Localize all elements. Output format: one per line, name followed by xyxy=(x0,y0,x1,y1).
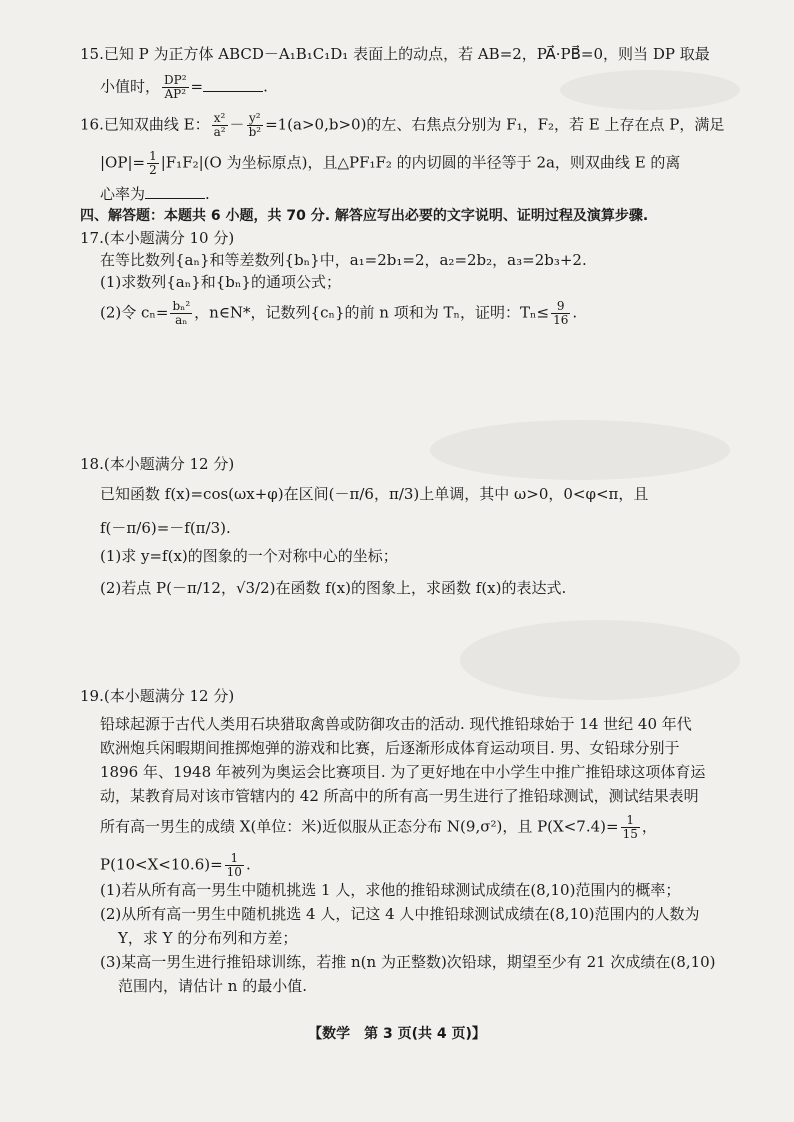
q16-fraction xyxy=(147,150,159,177)
frac-den: b² xyxy=(248,125,262,139)
answer-blank xyxy=(203,77,263,92)
q19-text: P(10<X<10.6)= xyxy=(100,855,223,874)
q15-text: 小值时， xyxy=(100,77,161,96)
q15-text: . xyxy=(263,77,268,96)
q15-fraction xyxy=(162,74,189,101)
q15-line1: 15.已知 P 为正方体 ABCD－A₁B₁C₁D₁ 表面上的动点，若 AB=2，PA⃗·PB⃗=0，则当 DP 取最 xyxy=(80,45,710,63)
q16-text: 心率为 xyxy=(100,185,146,203)
frac-den: 2 xyxy=(149,163,157,177)
q16-line2 xyxy=(100,150,680,177)
q15-text: = xyxy=(190,77,204,96)
q19-line2: 欧洲炮兵闲暇期间推掷炮弹的游戏和比赛，后逐渐形成体育运动项目. 男、女铅球分别于 xyxy=(100,739,680,757)
q15-line2 xyxy=(100,74,268,101)
q17-text: (2)令 cₙ= xyxy=(100,303,169,322)
q16-line3 xyxy=(100,184,210,204)
q19-item2b: Y，求 Y 的分布列和方差； xyxy=(118,929,298,947)
q16-text: － xyxy=(229,115,245,134)
q16-text: |OP|= xyxy=(100,153,146,172)
q19-text: 所有高一男生的成绩 X(单位：米)近似服从正态分布 N(9,σ²)，且 P(X<7.4)= xyxy=(100,817,619,836)
scan-smudge xyxy=(460,620,740,700)
frac-num: 1 xyxy=(149,149,157,163)
q19-title: 19.(本小题满分 12 分) xyxy=(80,687,235,705)
q16-text: |F₁F₂|(O 为坐标原点)，且△PF₁F₂ 的内切圆的半径等于 2a，则双曲线 E 的离 xyxy=(160,153,681,172)
q19-item3b: 范围内，请估计 n 的最小值. xyxy=(118,977,307,995)
q17-line3 xyxy=(100,300,577,327)
q16-text: =1(a>0,b>0)的左、右焦点分别为 F₁，F₂，若 E 上存在点 P，满足 xyxy=(265,115,725,134)
q18-line4: (2)若点 P(－π/12，√3/2)在函数 f(x)的图象上，求函数 f(x)的表达式. xyxy=(100,579,567,597)
scan-smudge xyxy=(430,420,730,480)
scan-smudge xyxy=(560,70,740,110)
frac-num: 9 xyxy=(551,300,570,314)
frac-num: y² xyxy=(247,112,264,126)
frac-den: a² xyxy=(213,125,226,139)
q19-line3: 1896 年、1948 年被列为奥运会比赛项目. 为了更好地在中小学生中推广推铅球这项体育运 xyxy=(100,763,706,781)
answer-blank xyxy=(145,184,205,199)
q19-fraction xyxy=(621,814,640,841)
q16-fraction xyxy=(212,112,228,139)
q16-line1 xyxy=(80,112,724,139)
frac-den: 15 xyxy=(622,827,638,841)
q19-item1: (1)若从所有高一男生中随机挑选 1 人，求他的推铅球测试成绩在(8,10)范围内的概率； xyxy=(100,881,681,899)
frac-den: 16 xyxy=(553,313,569,327)
q16-fraction xyxy=(247,112,264,139)
q17-line1: 在等比数列{aₙ}和等差数列{bₙ}中，a₁=2b₁=2，a₂=2b₂，a₃=2b₃+2. xyxy=(100,251,587,269)
frac-den: 10 xyxy=(226,865,242,879)
q17-title: 17.(本小题满分 10 分) xyxy=(80,229,235,247)
q17-text: . xyxy=(572,303,578,322)
frac-num: 1 xyxy=(621,814,640,828)
q19-text: ， xyxy=(641,817,657,836)
q16-text: . xyxy=(205,185,210,203)
q18-line2: f(－π/6)=－f(π/3). xyxy=(100,519,231,537)
q17-line2: (1)求数列{aₙ}和{bₙ}的通项公式； xyxy=(100,273,341,291)
q18-line1: 已知函数 f(x)=cos(ωx+φ)在区间(－π/6，π/3)上单调，其中 ω>0，0<φ<π，且 xyxy=(100,485,649,503)
q19-line4: 动，某教育局对该市管辖内的 42 所高中的所有高一男生进行了推铅球测试，测试结果表明 xyxy=(100,787,699,805)
frac-den: aₙ xyxy=(175,313,188,327)
q19-item3a: (3)某高一男生进行推铅球训练，若推 n(n 为正整数)次铅球，期望至少有 21 次成绩在(8,10) xyxy=(100,953,716,971)
q19-line5 xyxy=(100,814,657,841)
q18-title: 18.(本小题满分 12 分) xyxy=(80,455,235,473)
q17-fraction xyxy=(170,300,192,327)
q19-fraction xyxy=(225,852,244,879)
frac-num: x² xyxy=(212,112,228,126)
q19-item2a: (2)从所有高一男生中随机挑选 4 人，记这 4 人中推铅球测试成绩在(8,10)范围内的人数为 xyxy=(100,905,700,923)
frac-num: 1 xyxy=(225,852,244,866)
frac-num: bₙ² xyxy=(172,299,191,313)
q19-line6 xyxy=(100,852,251,879)
q16-text: 16.已知双曲线 E： xyxy=(80,115,210,134)
q19-text: . xyxy=(245,855,251,874)
frac-num: DP² xyxy=(164,73,187,87)
section-header: 四、解答题：本题共 6 小题，共 70 分. 解答应写出必要的文字说明、证明过程及演算步骤. xyxy=(80,208,649,224)
frac-den: AP² xyxy=(164,87,187,101)
q17-fraction xyxy=(551,300,570,327)
q19-line1: 铅球起源于古代人类用石块猎取禽兽或防御攻击的活动. 现代推铅球始于 14 世纪 40 年代 xyxy=(100,715,692,733)
q18-line3: (1)求 y=f(x)的图象的一个对称中心的坐标； xyxy=(100,547,398,565)
q17-text: ，n∈N*，记数列{cₙ}的前 n 项和为 Tₙ，证明：Tₙ≤ xyxy=(194,303,550,322)
page-footer: 【数学 第 3 页(共 4 页)】 xyxy=(308,1026,486,1042)
